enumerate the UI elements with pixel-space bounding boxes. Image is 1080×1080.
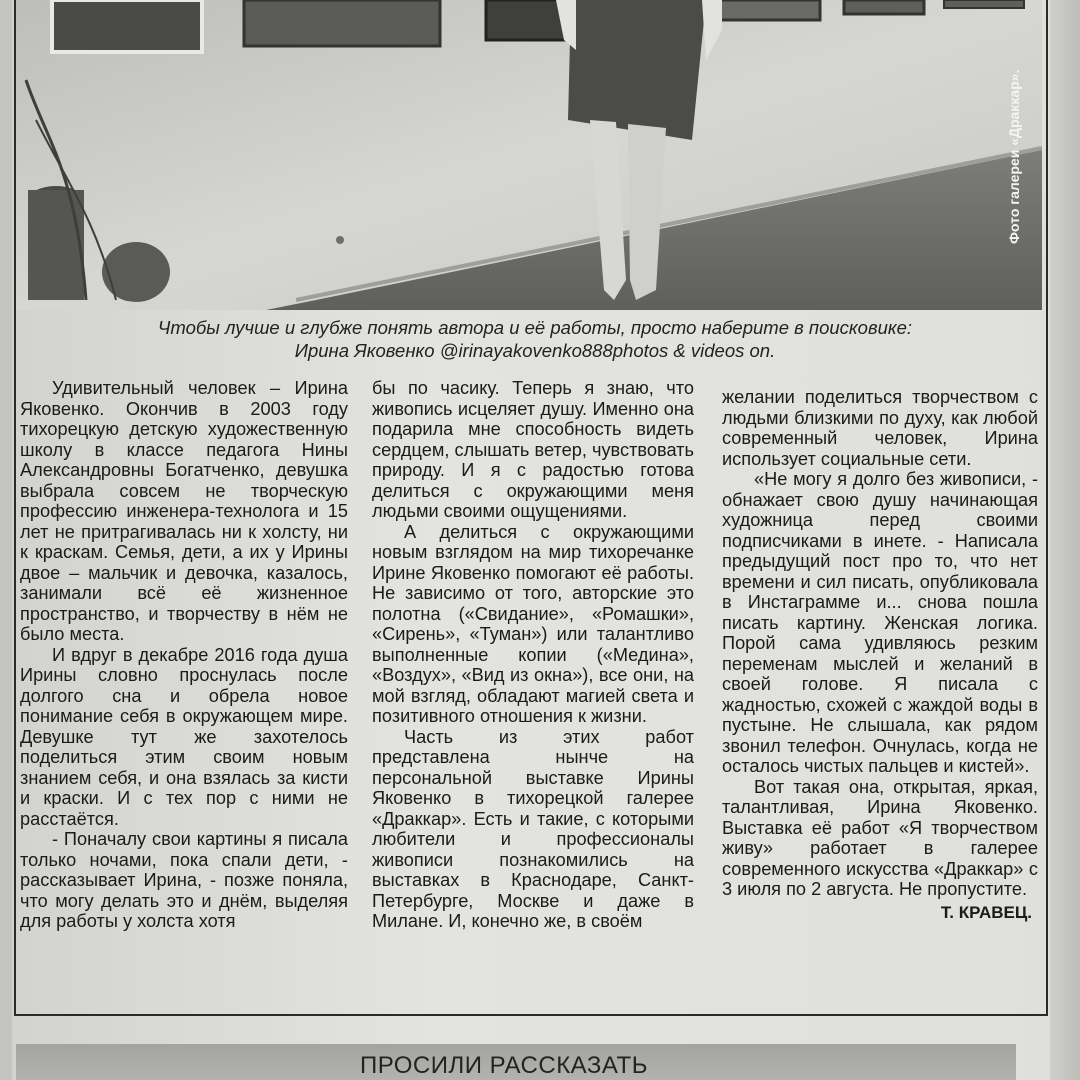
paragraph: бы по часику. Теперь я знаю, что живопись исцеляет душу. Именно она подарила мне способность видеть сердцем, слышать ветер, чувствовать природу. И я с радостью готова делиться с окружающими меня людьми своими ощущениями. xyxy=(372,378,694,521)
caption-line-2: Ирина Яковенко @irinayakovenko888photos & videos on. xyxy=(294,340,776,361)
article-column-2 xyxy=(372,378,694,932)
paragraph: - Поначалу свои картины я писала только ночами, пока спали дети, - рассказывает Ирина, - позже поняла, что могу делать это и днём, выделяя для работы у холста хотя xyxy=(20,829,348,931)
caption-line-1: Чтобы лучше и глубже понять автора и её работы, просто наберите в поисковике: xyxy=(157,317,913,338)
author-signature: Т. КРАВЕЦ. xyxy=(940,902,1032,922)
article-column-3 xyxy=(722,387,1038,923)
paragraph: Удивительный человек – Ирина Яковенко. Окончив в 2003 году тихорецкую детскую художественную школу в классе педагога Нины Александровны Богатченко, девушка выбрала совсем не творческую профессию инженера-технолога и 15 лет не притрагивалась ни к холсту, ни к краскам. Семья, дети, а их у Ирины двое – мальчик и девочка, казалось, занимали всё её жизненное пространство, и творчеству в нём не было места. xyxy=(20,378,348,644)
paragraph: «Не могу я долго без живописи, - обнажает свою душу начинающая художница перед своими подписчиками в инете. - Написала предыдущий пост про то, что нет времени и сил писать, опубликовала в Инстаграмме и... снова пошла писать картину. Женская логика. Порой сама удивляюсь резким переменам мыслей и желаний в своей голове. Я писала с жадностью, схожей с жаждой воды в пустыне. Не слышала, как рядом звонил телефон. Очнулась, когда не осталось чистых пальцев и кистей». xyxy=(722,469,1038,776)
photo-credit: Фото галереи «Драккар». xyxy=(1006,70,1022,245)
page-edge-left xyxy=(0,0,12,1080)
page-edge-right xyxy=(1050,0,1080,1080)
paragraph: А делиться с окружающими новым взглядом на мир тихоречанке Ирине Яковенко помогают её работы. Не зависимо от того, авторские это полотна («Свидание», «Ромашки», «Сирень», «Туман») или талантливо выполненные копии («Медина», «Воздух», «Вид из окна»), все они, на мой взгляд, обладают магией света и позитивного отношения к жизни. xyxy=(372,521,694,726)
paragraph: Вот такая она, открытая, яркая, талантливая, Ирина Яковенко. Выставка её работ «Я творчеством живу» работает в галерее современного искусства «Драккар» с 3 июля по 2 августа. Не пропустите. xyxy=(722,776,1038,899)
paragraph: И вдруг в декабре 2016 года душа Ирины словно проснулась после долгого сна и обрела новое понимание себя в окружающем мире. Девушке тут же захотелось поделиться этим своим новым знанием себя, и она взялась за кисти и краски. И с тех пор с ними не расстаётся. xyxy=(20,644,348,829)
gallery-photo-illustration xyxy=(16,0,1042,310)
paragraph: желании поделиться творчеством с людьми близкими по духу, как любой современный человек, Ирина использует социальные сети. xyxy=(722,387,1038,469)
next-article-title: ПРОСИЛИ РАССКАЗАТЬ xyxy=(360,1052,648,1079)
article-column-1 xyxy=(20,378,348,932)
gallery-photo xyxy=(16,0,1042,310)
photo-caption xyxy=(40,316,1030,362)
paragraph: Часть из этих работ представлена нынче на персональной выставке Ирины Яковенко в тихорецкой галерее «Драккар». Есть и такие, с которыми любители и профессионалы живописи познакомились на выставках в Краснодаре, Санкт-Петербурге, Москве и даже в Милане. И, конечно же, в своём xyxy=(372,726,694,931)
